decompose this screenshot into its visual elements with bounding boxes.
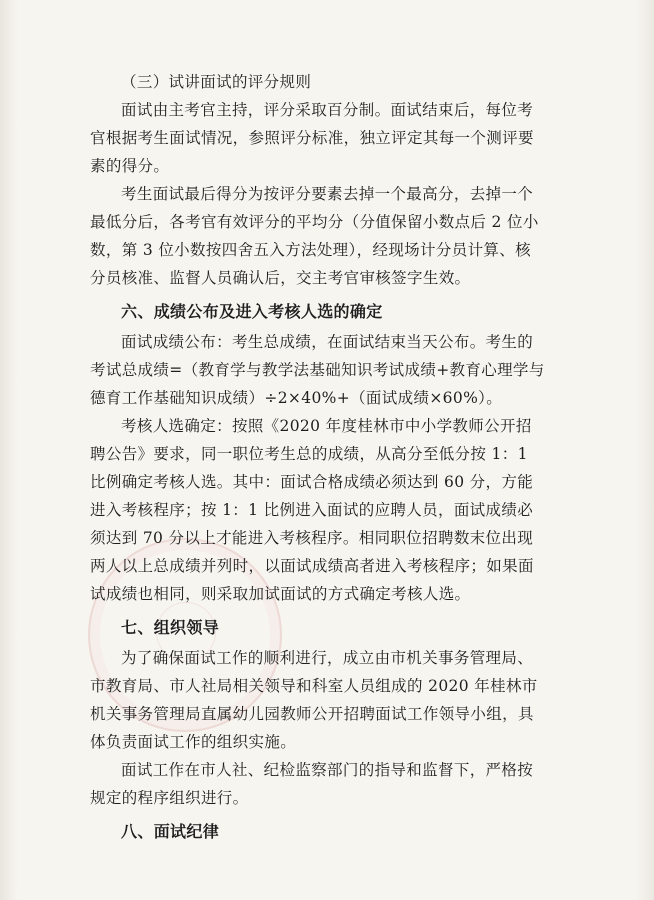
paragraph-line: 规定的程序组织进行。 bbox=[90, 789, 249, 807]
paragraph-leadership-group bbox=[90, 644, 568, 756]
paragraph-line: 考生面试最后得分为按评分要素去掉一个最高分，去掉一个 bbox=[121, 185, 534, 203]
paragraph-interview-scoring bbox=[90, 96, 568, 180]
paragraph-line: 最低分后，各考官有效评分的平均分（分值保留小数点后 2 位小 bbox=[90, 213, 539, 231]
paragraph-line: 数，第 3 位小数按四舍五入方法处理），经现场计分员计算、核 bbox=[90, 241, 531, 259]
paragraph-line: 须达到 70 分以上才能进入考核程序。相同职位招聘数末位出现 bbox=[90, 529, 534, 547]
paragraph-line: 素的得分。 bbox=[90, 157, 170, 175]
paragraph-results-announcement bbox=[90, 328, 568, 412]
subheading-scoring-rules: （三）试讲面试的评分规则 bbox=[121, 73, 312, 91]
paragraph-line: 面试成绩公布：考生总成绩，在面试结束当天公布。考生的 bbox=[121, 333, 534, 351]
paragraph-line: 比例确定考核人选。其中：面试合格成绩必须达到 60 分，方能 bbox=[90, 473, 534, 491]
document-body bbox=[90, 68, 568, 848]
paragraph-line: 试成绩也相同，则采取加试面试的方式确定考核人选。 bbox=[90, 585, 471, 603]
paragraph-line: 为了确保面试工作的顺利进行，成立由市机关事务管理局、 bbox=[121, 649, 534, 667]
paragraph-line: 市教育局、市人社局相关领导和科室人员组成的 2020 年桂林市 bbox=[90, 677, 538, 695]
paragraph-supervision bbox=[90, 756, 568, 812]
paragraph-line: 官根据考生面试情况，参照评分标准，独立评定其每一个测评要 bbox=[90, 129, 534, 147]
paragraph-line: 分员核准、监督人员确认后，交主考官审核签字生效。 bbox=[90, 269, 471, 287]
paragraph-line: 进入考核程序；按 1：1 比例进入面试的应聘人员，面试成绩必 bbox=[90, 501, 534, 519]
section-heading-leadership: 七、组织领导 bbox=[121, 618, 220, 637]
paragraph-line: 考核人选确定：按照《2020 年度桂林市中小学教师公开招 bbox=[121, 417, 532, 435]
paragraph-line: 面试由主考官主持，评分采取百分制。面试结束后，每位考 bbox=[121, 101, 534, 119]
paragraph-line: 德育工作基础知识成绩）÷2×40%+（面试成绩×60%）。 bbox=[90, 389, 503, 407]
paragraph-line: 两人以上总成绩并列时，以面试成绩高者进入考核程序；如果面 bbox=[90, 557, 534, 575]
paragraph-line: 考试总成绩=（教育学与教学法基础知识考试成绩+教育心理学与 bbox=[90, 361, 545, 379]
paragraph-line: 聘公告》要求，同一职位考生总的成绩，从高分至低分按 1：1 bbox=[90, 445, 528, 463]
paragraph-final-score bbox=[90, 180, 568, 292]
paragraph-line: 机关事务管理局直属幼儿园教师公开招聘面试工作领导小组，具 bbox=[90, 705, 534, 723]
paragraph-line: 面试工作在市人社、纪检监察部门的指导和监督下，严格按 bbox=[121, 761, 534, 779]
section-heading-results: 六、成绩公布及进入考核人选的确定 bbox=[121, 302, 383, 321]
paragraph-line: 体负责面试工作的组织实施。 bbox=[90, 733, 297, 751]
section-heading-discipline: 八、面试纪律 bbox=[121, 822, 220, 841]
paragraph-candidate-selection bbox=[90, 412, 568, 608]
